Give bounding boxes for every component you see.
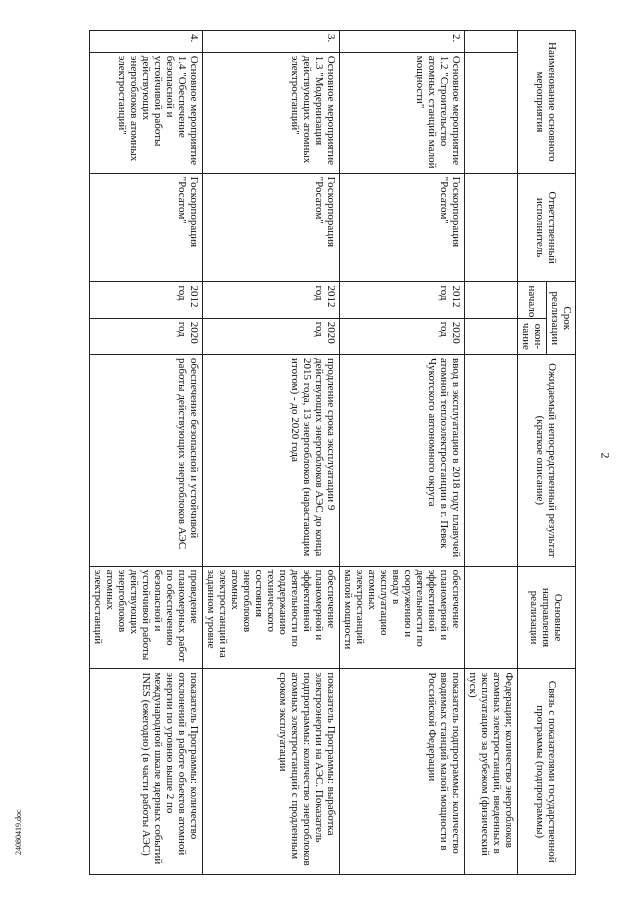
- header-end: окон-чание: [518, 318, 547, 354]
- measure-name: Основное мероприятие 1.3 "Модернизация действующих атомных электростанций": [203, 52, 340, 173]
- table-row: [90, 31, 203, 875]
- continuation-link: Федерации; количество энергоблоков атомных электростанций, введенных в эксплуатацию за рубежом (физический пуск): [465, 669, 518, 875]
- program-link: показатель Программы: количество отклонений в работе объектов атомной энергии по уровню выше 2 по международной шкале ядерных событий INES (ежегодно) (в части работы АЭС): [90, 669, 203, 875]
- header-executor: Ответственный исполнитель: [518, 173, 576, 282]
- document-reference: 24080419.doc: [14, 809, 23, 855]
- end-year: 2020 год: [203, 318, 340, 354]
- end-year: 2020 год: [340, 318, 465, 354]
- measure-name: Основное мероприятие 1.2 "Строительство атомных станций малой мощности": [340, 52, 465, 173]
- start-year: 2012 год: [90, 282, 203, 318]
- continuation-row: [465, 31, 518, 875]
- header-directions: Основные направления реализации: [518, 566, 576, 669]
- header-name: Наименование основного мероприятия: [518, 31, 576, 174]
- executor: Госкорпорация "Росатом": [203, 173, 340, 282]
- executor: Госкорпорация "Росатом": [340, 173, 465, 282]
- executor: Госкорпорация "Росатом": [90, 173, 203, 282]
- measures-table: [89, 30, 576, 875]
- start-year: 2012 год: [340, 282, 465, 318]
- header-start: начало: [518, 282, 547, 318]
- measure-name: Основное мероприятие 1.4 "Обеспечение безопасной и устойчивой работы действующих энергоблоков атомных электростанций": [90, 52, 203, 173]
- header-term: Срок реализации: [547, 282, 576, 355]
- header-result: Ожидаемый непосредственный результат (краткое описание): [518, 355, 576, 567]
- program-link: показатель Программы: выработка электроэнергии на АЭС. Показатель подпрограммы: количество энергоблоков атомных электростанций с продленным сроком эксплуатации: [203, 669, 340, 875]
- expected-result: обеспечение безопасной и устойчивой работы действующих энергоблоков АЭС: [90, 355, 203, 567]
- program-link: показатель подпрограммы: количество вводимых станций малой мощности в Российской Федерации: [340, 669, 465, 875]
- table-row: [340, 31, 465, 875]
- start-year: 2012 год: [203, 282, 340, 318]
- table-row: [203, 31, 340, 875]
- row-number: 4.: [90, 31, 203, 53]
- directions: обеспечение планомерной и эффективной деятельности по поддержанию технического состояния энергоблоков атомных электростанций на заданном уровне: [203, 566, 340, 669]
- row-number: 2.: [340, 31, 465, 53]
- end-year: 2020 год: [90, 318, 203, 354]
- expected-result: продление срока эксплуатации 9 действующих энергоблоков АЭС до конца 2015 года, 13 энергоблоков (нарастающим итогом) - до 2020 года: [203, 355, 340, 567]
- directions: проведение планомерных работ по обеспечению безопасной и устойчивой работы действующих энергоблоков атомных электростанций: [90, 566, 203, 669]
- directions: обеспечение планомерной и эффективной деятельности по сооружению и вводу в эксплуатацию атомных электростанций малой мощности: [340, 566, 465, 669]
- header-row: [547, 31, 576, 875]
- expected-result: ввод в эксплуатацию в 2018 году плавучей атомной теплоэлектростанции в г. Певек Чукотского автономного округа: [340, 355, 465, 567]
- rotated-table-container: [36, 30, 576, 875]
- page-number: 2: [598, 452, 613, 459]
- header-link: Связь с показателями государственной программы (подпрограммы): [518, 669, 576, 875]
- row-number: 3.: [203, 31, 340, 53]
